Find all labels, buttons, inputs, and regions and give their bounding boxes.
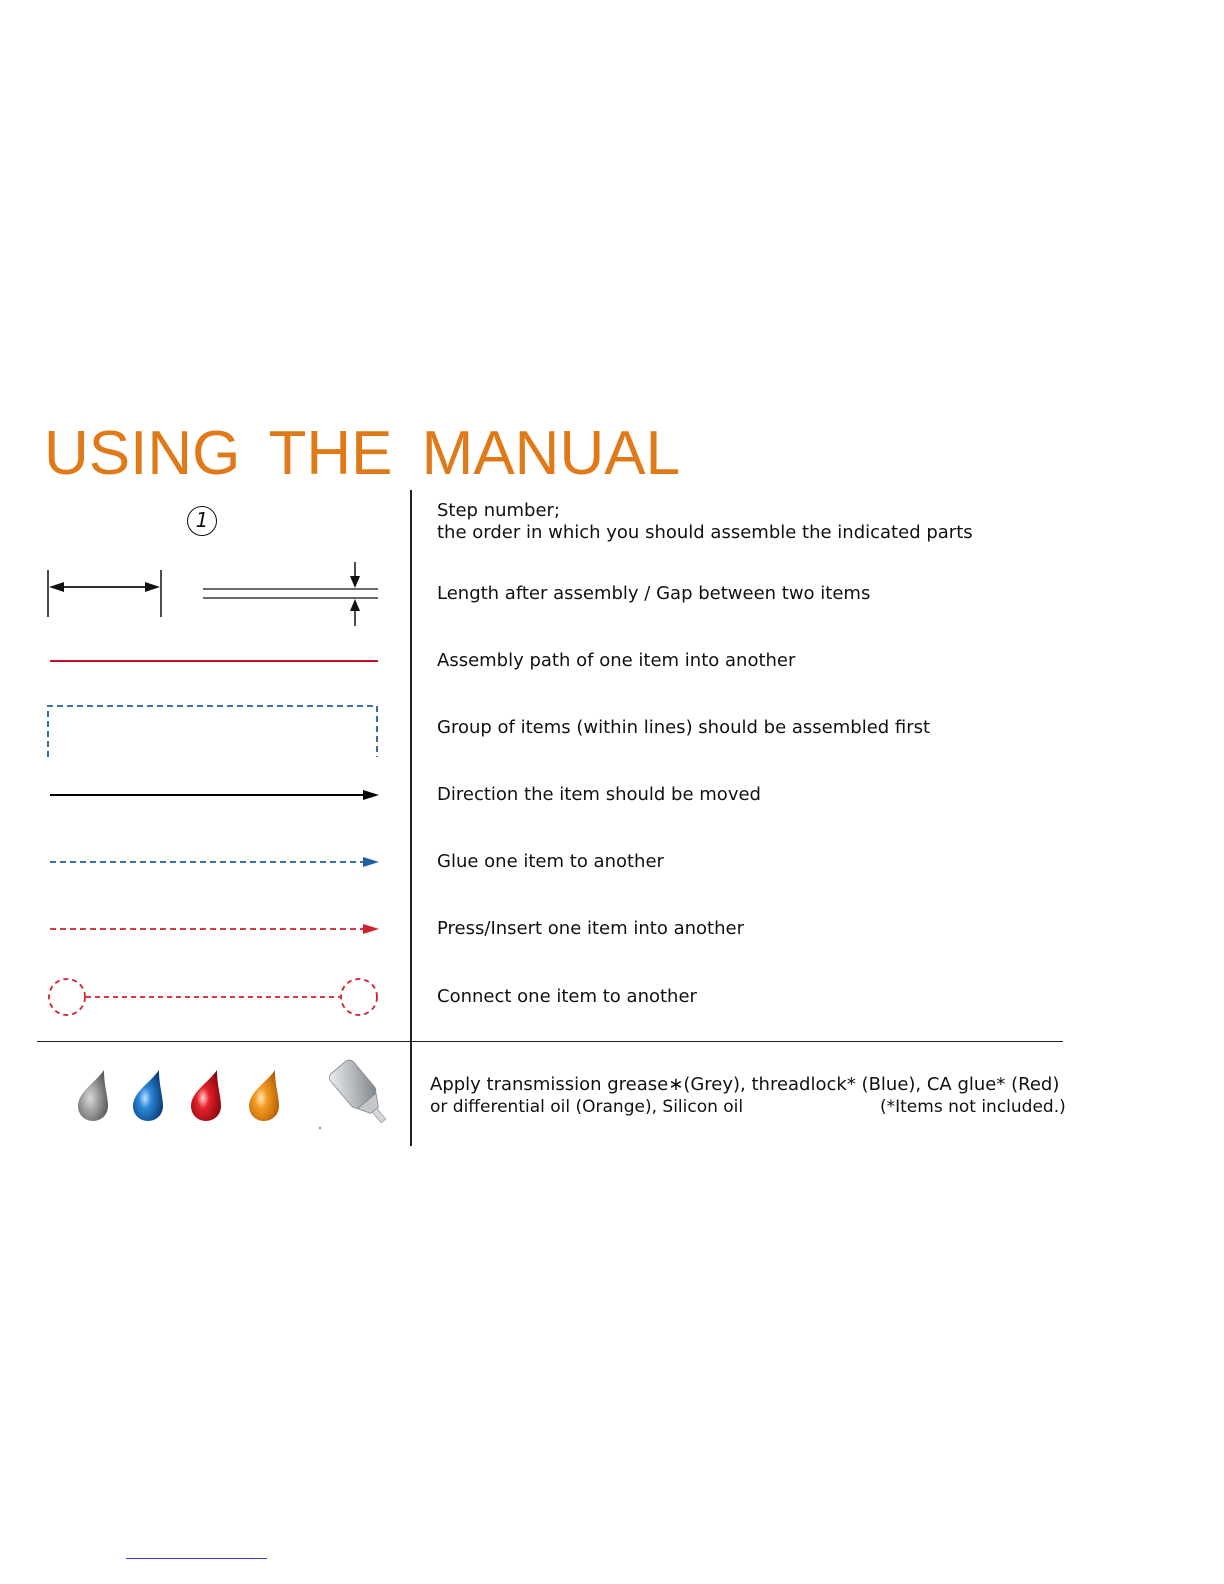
- fluids-line1: Apply transmission grease∗(Grey), threadlock* (Blue), CA glue* (Red): [430, 1074, 1060, 1095]
- step-number-description: [437, 500, 973, 544]
- assembly-path-line-icon: [48, 655, 382, 667]
- step-number-line1: Step number;: [437, 500, 561, 521]
- gap-dimension-icon: [200, 560, 385, 630]
- step-number-line2: the order in which you should assemble the indicated parts: [437, 522, 973, 543]
- section-divider: [37, 1041, 1063, 1042]
- press-arrow-icon: [48, 921, 384, 937]
- items-not-included-note: (*Items not included.): [880, 1097, 1066, 1117]
- grey-drop-icon: [74, 1068, 112, 1124]
- assembly-path-description: Assembly path of one item into another: [437, 650, 796, 671]
- group-bracket-icon: [46, 703, 382, 759]
- orange-drop-icon: [245, 1068, 283, 1124]
- press-description: Press/Insert one item into another: [437, 918, 744, 939]
- group-description: Group of items (within lines) should be assembled first: [437, 717, 931, 738]
- footer-link-underline: [126, 1558, 267, 1559]
- column-divider: [410, 490, 412, 1146]
- fluids-line2: or differential oil (Orange), Silicon oil: [430, 1097, 744, 1117]
- direction-arrow-icon: [48, 787, 384, 803]
- red-drop-icon: [187, 1068, 225, 1124]
- length-description: Length after assembly / Gap between two items: [437, 583, 871, 604]
- length-dimension-icon: [40, 565, 170, 625]
- page-title: USING THE MANUAL: [44, 419, 681, 488]
- step-number-icon: 1: [187, 506, 217, 536]
- oil-bottle-icon: [312, 1048, 398, 1132]
- connect-line-icon: [46, 974, 384, 1020]
- blue-drop-icon: [129, 1068, 167, 1124]
- glue-arrow-icon: [48, 854, 384, 870]
- connect-description: Connect one item to another: [437, 986, 697, 1007]
- glue-description: Glue one item to another: [437, 851, 664, 872]
- direction-description: Direction the item should be moved: [437, 784, 761, 805]
